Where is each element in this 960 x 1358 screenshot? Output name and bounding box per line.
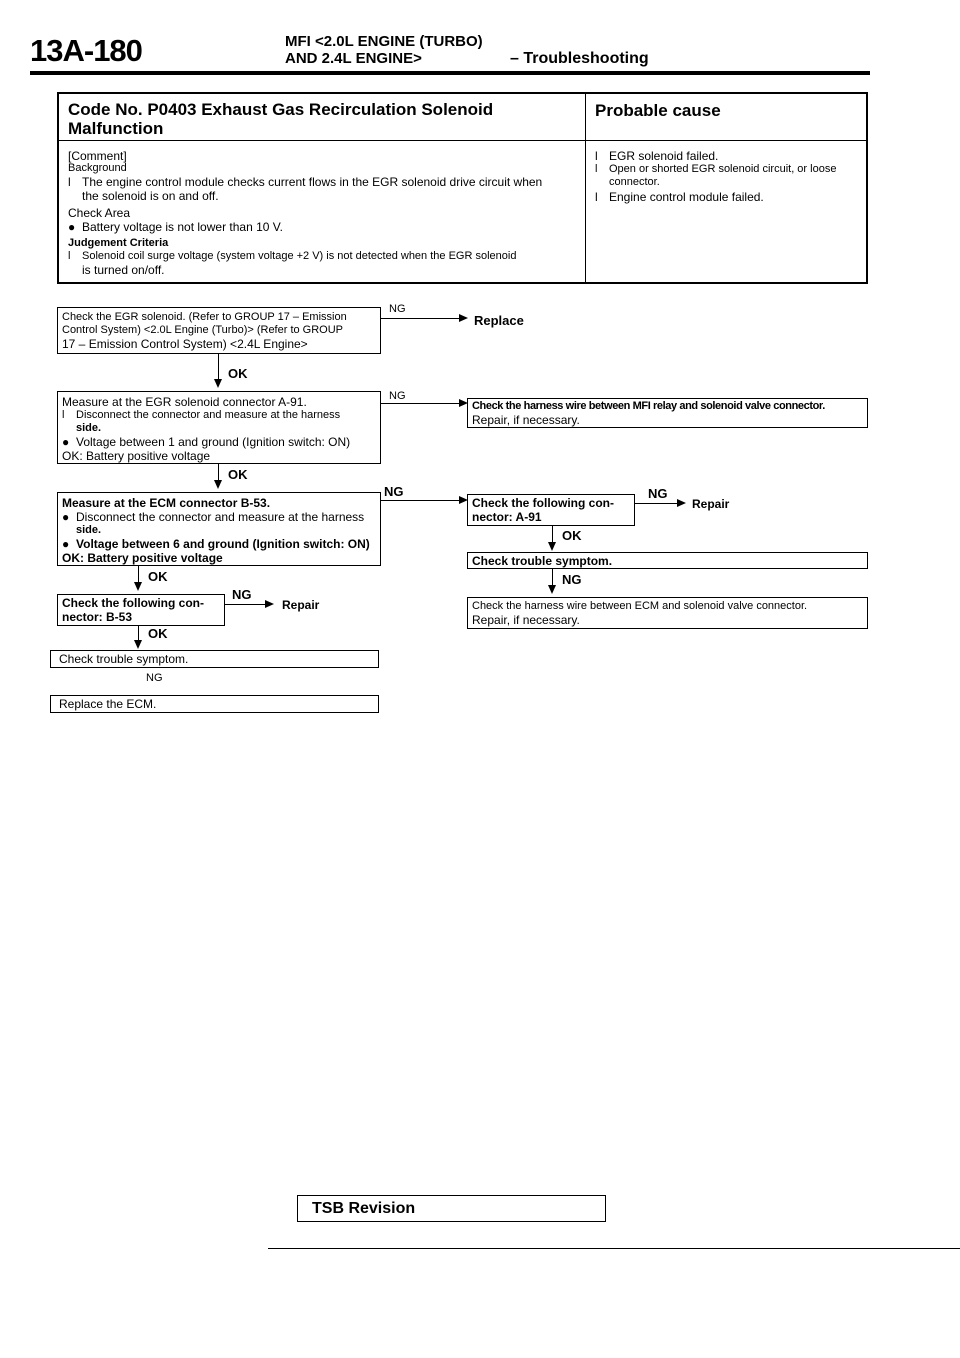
step1-line1: Check the EGR solenoid. (Refer to GROUP 17 – Emission [62,311,347,323]
step3-ng-ok-arrow [548,542,556,551]
step1-ng-label: NG [389,303,406,315]
step3-ng-ng-arrow [677,499,686,507]
step2-ng-line [381,403,459,404]
step1-line3: 17 – Emission Control System) <2.4L Engine> [62,337,308,351]
step3-line4-value: Voltage between 6 and ground (Ignition switch: ON) [76,537,370,551]
step3-ng-line1: Check the following con- [472,496,615,510]
step3-ng-ng-line [635,503,677,504]
step1-box [57,307,381,354]
header-line1: MFI <2.0L ENGINE (TURBO) [285,33,483,50]
step3-ng-line [381,500,459,501]
footer-rule [268,1248,960,1249]
step3-line5: OK: Battery positive voltage [62,551,223,565]
header-section: – Troubleshooting [510,50,649,67]
step1-ng-arrow [459,314,468,322]
header-line2a: AND 2.4L ENGINE> [285,50,422,67]
step2-line4-value: Voltage between 1 and ground (Ignition switch: ON) [76,435,351,449]
tsb-revision-text: TSB Revision [312,1200,416,1217]
step3-ng-line2: nector: A-91 [472,510,542,524]
cause-2-value: Open or shorted EGR solenoid circuit, or loose [609,163,837,175]
step3-line4: ● Voltage between 6 and ground (Ignition switch: ON) [62,537,370,551]
step4-ok-label: OK [148,626,168,641]
step4-ng-line [225,604,265,605]
step3-ng-label: NG [384,484,404,499]
step3-box [57,492,381,566]
step4-box [57,594,225,626]
check-area-label: Check Area [68,206,131,220]
tsb-revision-box [297,1195,606,1222]
step2-ok-label: OK [228,467,248,482]
step2-ng-line1: Check the harness wire between MFI relay and solenoid valve connector. [472,400,825,412]
step2-ng-line2: Repair, if necessary. [472,413,580,427]
code-title-line1: Code No. P0403 Exhaust Gas Recirculation Solenoid [68,100,494,119]
step4-ng-arrow [265,600,274,608]
step3-ng-ok-ng-arrow [548,585,556,594]
background-label: Background [68,162,127,174]
step5-text: Check trouble symptom. [59,652,189,666]
header-rule [30,71,870,75]
step3-line2-value: Disconnect the connector and measure at the harness [76,510,365,524]
step2-ok-arrow [214,480,222,489]
step5-box [50,650,379,668]
code-box-divider [585,94,586,282]
step4-ng-result: Repair [282,598,320,612]
judgement-text-2: is turned on/off. [82,263,165,277]
step2-ng-box [467,398,868,428]
step3-ok-label: OK [148,569,168,584]
background-text-1: l The engine control module checks current flows in the EGR solenoid drive circuit when [68,175,543,189]
cause-3: l Engine control module failed. [595,190,764,204]
step3-ng-ng-result: Repair [692,497,730,511]
step3-ng-ok-ng-label: NG [562,572,582,587]
cause-1-value: EGR solenoid failed. [609,149,719,163]
code-title-line2: Malfunction [68,119,164,138]
step1-ok-arrow [214,379,222,388]
step3-ng-ng-label: NG [648,486,668,501]
step6-text: Replace the ECM. [59,697,157,711]
code-box-header-rule [59,140,866,141]
step3-line2: ● Disconnect the connector and measure at the harness [62,510,365,524]
step2-line5: OK: Battery positive voltage [62,449,211,463]
judgement-label: Judgement Criteria [68,237,169,249]
step3-line1: Measure at the ECM connector B-53. [62,496,271,510]
step1-ng-result: Replace [474,313,524,328]
step3-ng-ok-ng-line1: Check the harness wire between ECM and solenoid valve connector. [472,600,808,612]
step1-ng-line [381,318,459,319]
code-info-box [57,92,868,284]
background-text-2: the solenoid is on and off. [82,189,219,203]
step4-ok-arrow [134,640,142,649]
step2-line1: Measure at the EGR solenoid connector A-91. [62,395,307,409]
page-code: 13A-180 [30,33,142,68]
judgement-text-1-value: Solenoid coil surge voltage (system voltage +2 V) is not detected when the EGR solenoid [82,250,517,262]
step3-ng-ok-text: Check trouble symptom. [472,554,613,568]
step5-ng-label: NG [146,672,163,684]
comment-label: [Comment] [68,149,127,163]
step2-line4: ● Voltage between 1 and ground (Ignition switch: ON) [62,435,351,449]
step2-line2-value: Disconnect the connector and measure at the harness [76,409,341,421]
step2-line2: l Disconnect the connector and measure at the harness [62,409,341,421]
step3-ng-ok-box [467,552,868,569]
step2-line3: side. [76,422,102,434]
step3-ok-arrow [134,582,142,591]
step1-ok-line [218,354,219,381]
step3-ng-ok-label: OK [562,528,582,543]
step3-ng-ok-ng-line2: Repair, if necessary. [472,613,580,627]
step4-ng-label: NG [232,587,252,602]
step3-ng-box [467,494,635,526]
step2-box [57,391,381,464]
background-text-1-value: The engine control module checks current flows in the EGR solenoid drive circuit when [82,175,543,189]
cause-2-cont: connector. [609,176,660,188]
cause-3-value: Engine control module failed. [609,190,764,204]
check-area-text: ● Battery voltage is not lower than 10 V. [68,220,284,234]
step6-box [50,695,379,713]
step2-ng-label: NG [389,390,406,402]
step3-ng-ok-ng-box [467,597,868,629]
cause-2: l Open or shorted EGR solenoid circuit, or loose [595,163,837,175]
check-area-value: Battery voltage is not lower than 10 V. [82,220,284,234]
cause-1: l EGR solenoid failed. [595,149,719,163]
judgement-text-1: l Solenoid coil surge voltage (system voltage +2 V) is not detected when the EGR solenoid [68,250,517,262]
step1-ok-label: OK [228,366,248,381]
step3-line3: side. [76,524,102,536]
step4-line1: Check the following con- [62,596,205,610]
step1-line2: Control System) <2.0L Engine (Turbo)> (Refer to GROUP [62,324,344,336]
step4-line2: nector: B-53 [62,610,133,624]
probable-cause-heading: Probable cause [595,101,721,120]
